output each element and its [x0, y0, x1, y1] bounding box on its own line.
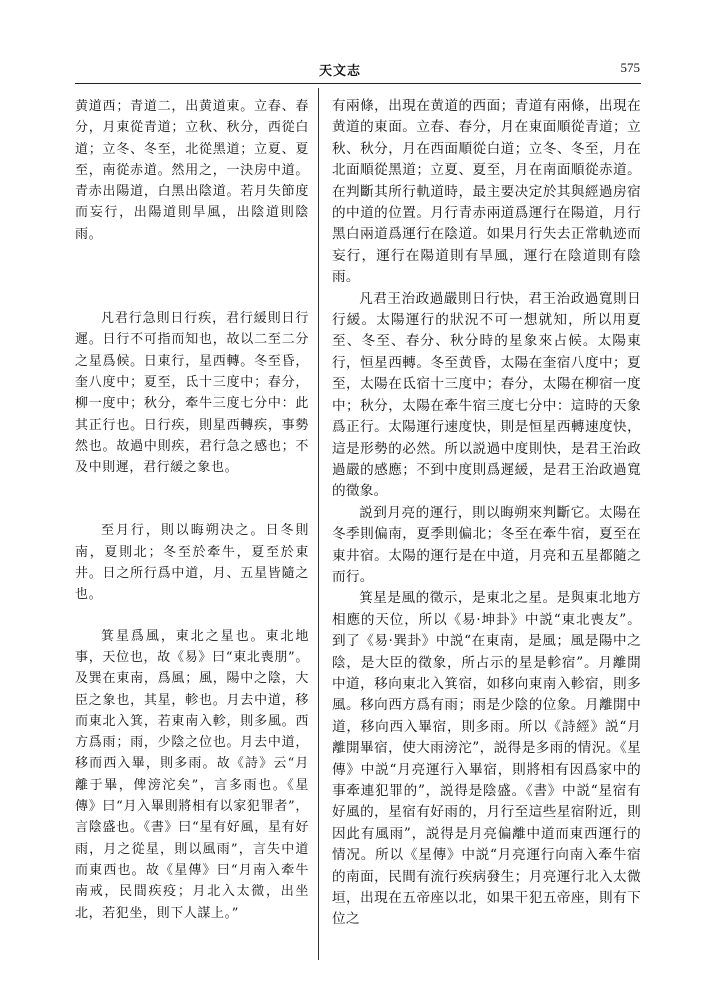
original-paragraph: 至月行，則以晦朔决之。日冬則南，夏則北；冬至於牽牛，夏至於東井。日之所行爲中道，月、五星皆隨之也。 [75, 523, 309, 603]
running-title: 天文志 [318, 64, 361, 79]
original-paragraph: 箕星爲風，東北之星也。東北地事，天位也，故《易》曰“東北喪朋”。及巽在東南，爲風；風，陽中之陰，大臣之象也，其星，軫也。月去中道，移而東北入箕，若東南入軫，則多風。西方爲雨；雨，少陰之位也。月去中道，移而西入畢，則多雨。故《詩》云“月離于畢，俾滂沱矣”，言多雨也。《星傳》曰“月入畢則將相有以家犯罪者”，言陰盛也。《書》曰“星有好風，星有好雨，月之從星，則以風雨”，言失中道而東西也。故《星傳》曰“月南入牽牛南戒，民間疾疫；月北入太微，出坐北，若犯坐，則下人謀上。” [75, 628, 309, 921]
original-paragraph: 凡君行急則日行疾，君行緩則日行遲。日行不可指而知也，故以二至二分之星爲候。日東行，星西轉。冬至昏，奎八度中；夏至，氐十三度中；春分，柳一度中；秋分，牽牛三度七分中：此其正行也。日行疾，則星西轉疾，事勢然也。故過中則疾，君行急之感也；不及中則遲，君行緩之象也。 [75, 311, 309, 476]
original-paragraph: 黄道西；青道二，出黄道東。立春、春分，月東從青道；立秋、秋分，西從白道；立冬、冬至，北從黑道；立夏、夏至，南從赤道。然用之，一決房中道。青赤出陽道，白黑出陰道。若月失節度而妄行，出陽道則旱風，出陰道則陰雨。 [75, 99, 309, 242]
translation-paragraph: 説到月亮的運行，則以晦朔來判斷它。太陽在冬季則偏南，夏季則偏北；冬至在牽牛宿，夏至在東井宿。太陽的運行是在中道，月亮和五星都隨之而行。 [332, 504, 641, 585]
original-text-column [75, 96, 309, 924]
page-number: 575 [620, 60, 640, 75]
column-divider [318, 88, 319, 960]
translation-paragraph: 有兩條，出現在黄道的西面；青道有兩條，出現在黄道的東面。立春、春分，月在東面順從青道；立秋、秋分，月在西面順從白道；立冬、冬至，月在北面順從黑道；立夏、夏至，月在南面順從赤道。在判斷其所行軌道時，最主要决定於其與經過房宿的中道的位置。月行青赤兩道爲運行在陽道，月行黑白兩道爲運行在陰道。如果月行失去正常軌迹而妄行，運行在陽道則有旱風，運行在陰道則有陰雨。 [332, 98, 641, 286]
translation-paragraph: 箕星是風的徵示，是東北之星。是與東北地方相應的天位，所以《易·坤卦》中説“東北喪友”。到了《易·巽卦》中説“在東南，是風；風是陽中之陰，是大臣的徵象，所占示的星是軫宿”。月離開中道，移向東北入箕宿，如移向東南入軫宿，則多風。移向西方爲有雨；雨是少陰的位象。月離開中道，移向西入畢宿，則多雨。所以《詩經》説“月離開畢宿，使大雨滂沱”，説得是多雨的情況。《星傳》中説“月亮運行入畢宿，則將相有因爲家中的事牽連犯罪的”，説得是陰盛。《書》中説“星宿有好風的，星宿有好雨的，月行至這些星宿附近，則因此有風雨”，説得是月亮偏離中道而東西運行的情况。所以《星傳》中説“月亮運行向南入牽牛宿的南面，民間有流行疾病發生；月亮運行北入太微垣，出現在五帝座以北，如果干犯五帝座，則有下位之 [332, 590, 641, 928]
translation-paragraph: 凡君王治政過嚴則日行快，君王治政過寬則日行緩。太陽運行的狀況不可一想就知，所以用夏至、冬至、春分、秋分時的星象來占候。太陽東行，恒星西轉。冬至黄昏，太陽在奎宿八度中；夏至，太陽在氐宿十三度中；春分，太陽在柳宿一度中；秋分，太陽在牽牛宿三度七分中：這時的天象爲正行。太陽運行速度快，則是恒星西轉速度快，這是形勢的必然。所以説過中度則快，是君王治政過嚴的感應；不到中度則爲遲緩，是君王治政過寬的徵象。 [332, 290, 641, 500]
header-rule [75, 83, 641, 84]
translation-column [332, 96, 641, 931]
